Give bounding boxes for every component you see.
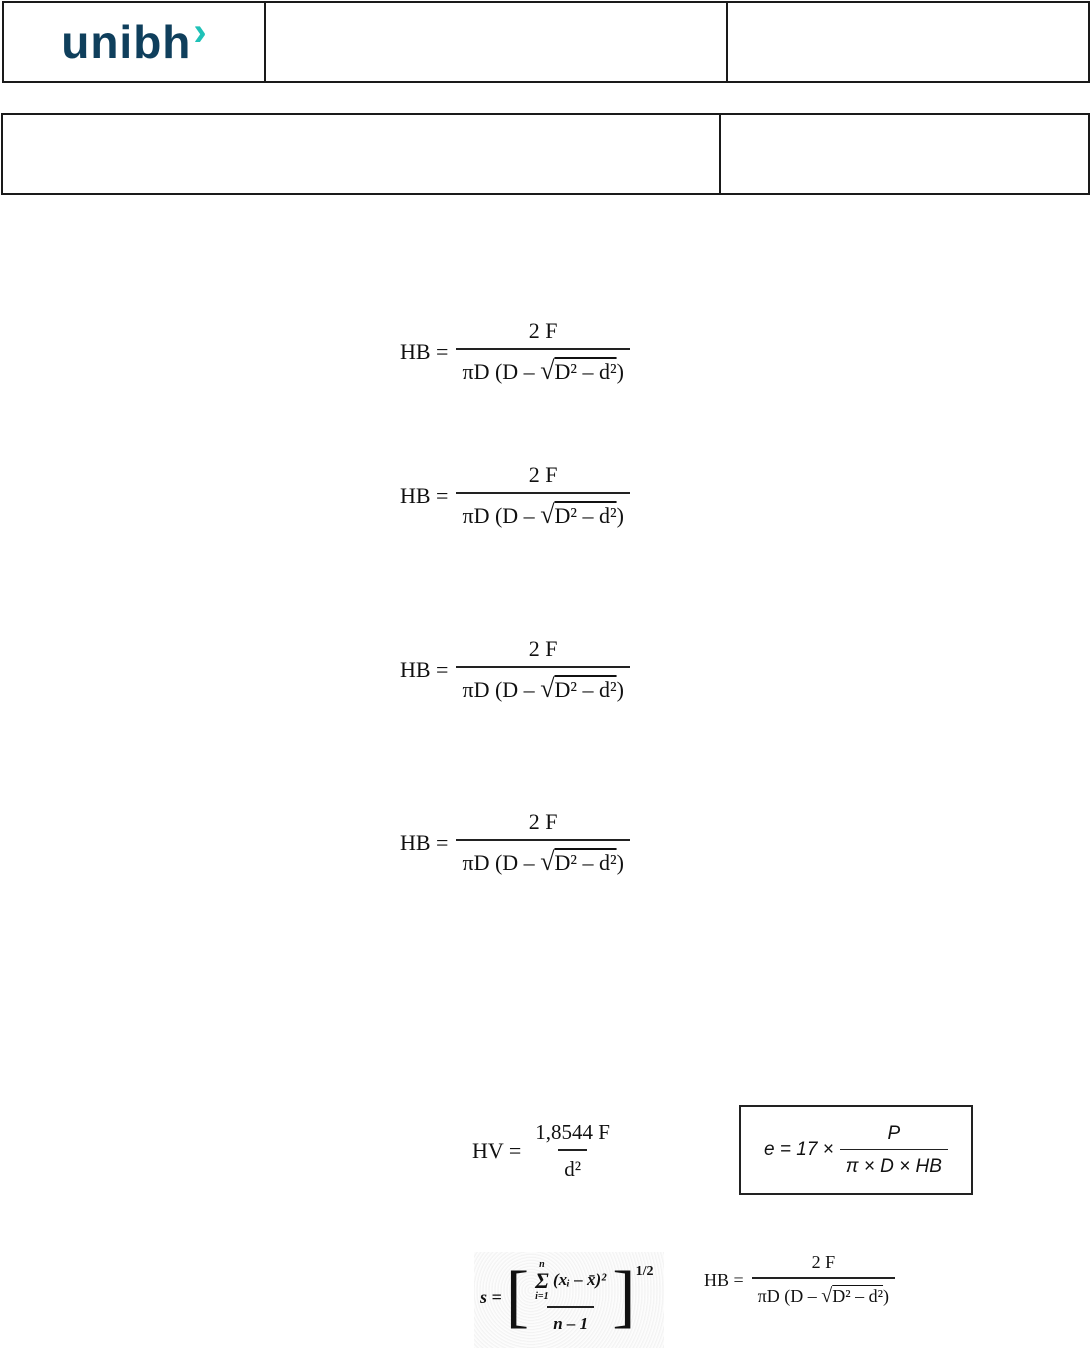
right-bracket-icon: ] xyxy=(612,1258,636,1335)
den-prefix: πD (D – xyxy=(462,850,535,875)
formula-exponent: 1/2 xyxy=(635,1264,654,1279)
logo-cell xyxy=(4,3,264,81)
formula-lhs: HB = xyxy=(704,1269,744,1290)
formula-fraction xyxy=(456,462,629,530)
formula-lhs: HB = xyxy=(400,830,449,855)
sqrt-icon: √ xyxy=(821,1285,833,1307)
formula-lhs: HB = xyxy=(400,339,449,364)
header-date-cell xyxy=(719,115,1088,193)
hb-formula-1 xyxy=(400,318,630,386)
den-suffix: ) xyxy=(616,503,624,528)
radicand: D² – d² xyxy=(554,359,617,384)
formula-numerator: 1,8544 F xyxy=(535,1120,610,1144)
sum-lower: i=1 xyxy=(535,1291,549,1302)
formula-lhs: HB = xyxy=(400,657,449,682)
den-suffix: ) xyxy=(883,1286,890,1306)
formula-denominator: π × D × HB xyxy=(840,1149,948,1178)
formula-fraction xyxy=(529,1120,616,1182)
den-suffix: ) xyxy=(616,677,624,702)
hb-formula-2 xyxy=(400,462,630,530)
formula-numerator: 2 F xyxy=(528,318,558,343)
sqrt-icon: √ xyxy=(540,847,555,876)
formula-fraction xyxy=(752,1252,895,1308)
formula-fraction xyxy=(456,636,629,704)
sqrt-icon: √ xyxy=(540,674,555,703)
formula-denominator xyxy=(456,492,629,530)
e-formula-box xyxy=(739,1105,973,1195)
formula-denominator: n – 1 xyxy=(547,1306,594,1334)
hb-formula-small xyxy=(704,1252,895,1308)
formula-lhs: e = 17 × xyxy=(764,1139,834,1160)
logo-chevron-icon: › xyxy=(193,9,207,54)
sqrt-icon: √ xyxy=(540,356,555,385)
formula-fraction xyxy=(456,318,629,386)
formula-numerator: 2 F xyxy=(811,1252,836,1272)
std-deviation-formula xyxy=(474,1252,664,1348)
header-table-top xyxy=(2,1,1090,83)
sqrt-icon: √ xyxy=(540,500,555,529)
formula-fraction xyxy=(840,1123,948,1178)
logo-wordmark: unibh xyxy=(61,16,192,68)
formula-lhs: HB = xyxy=(400,483,449,508)
left-bracket-icon: [ xyxy=(505,1258,530,1335)
den-prefix: πD (D – xyxy=(462,359,535,384)
radicand: D² – d² xyxy=(832,1286,884,1306)
formula-numerator: P xyxy=(887,1122,901,1144)
formula-lhs: s = xyxy=(480,1286,502,1307)
den-suffix: ) xyxy=(616,850,624,875)
unibh-logo xyxy=(4,3,264,81)
hb-formula-4 xyxy=(400,809,630,877)
formula-denominator: d² xyxy=(558,1149,587,1182)
formula-fraction xyxy=(529,1260,612,1334)
formula-numerator: 2 F xyxy=(528,462,558,487)
formula-numerator: 2 F xyxy=(528,809,558,834)
sum-upper: n xyxy=(539,1259,545,1270)
formula-numerator xyxy=(529,1260,612,1306)
radicand: D² – d² xyxy=(554,677,617,702)
header-table-bottom xyxy=(1,113,1090,195)
formula-lhs: HV = xyxy=(472,1138,522,1163)
den-prefix: πD (D – xyxy=(757,1286,817,1306)
formula-denominator xyxy=(456,666,629,704)
formula-denominator xyxy=(456,839,629,877)
summand: (xᵢ – x̄)² xyxy=(552,1269,607,1289)
formula-numerator: 2 F xyxy=(528,636,558,661)
header-title-cell xyxy=(264,3,726,81)
hv-formula xyxy=(472,1120,616,1182)
den-prefix: πD (D – xyxy=(462,503,535,528)
hb-formula-3 xyxy=(400,636,630,704)
den-suffix: ) xyxy=(616,359,624,384)
header-info-cell xyxy=(726,3,1088,81)
den-prefix: πD (D – xyxy=(462,677,535,702)
sum-icon: Σ xyxy=(535,1268,549,1293)
formula-fraction xyxy=(456,809,629,877)
formula-denominator xyxy=(752,1277,895,1308)
formula-denominator xyxy=(456,348,629,386)
radicand: D² – d² xyxy=(554,850,617,875)
header-subject-cell xyxy=(3,115,719,193)
radicand: D² – d² xyxy=(554,503,617,528)
